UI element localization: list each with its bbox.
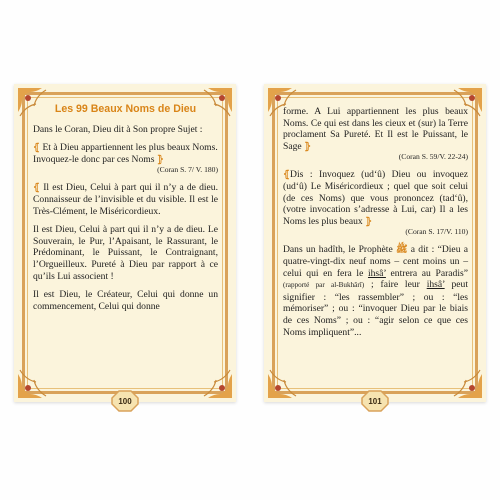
quran-quote <box>33 142 218 175</box>
quote-text: Il est Dieu, Celui à part qui il n’y a de dieu. Connaisseur de l’invisible et du visible. Il est le Très-Clément, le Miséricordieux. <box>33 182 218 217</box>
page-title: Les 99 Beaux Noms de Dieu <box>54 103 197 115</box>
quote-close-bracket: ⦄ <box>365 215 373 227</box>
quote-close-bracket: ⦄ <box>304 140 312 152</box>
quote-text: forme. A Lui appartiennent les plus beaux Noms. Ce qui est dans les cieux et (sur) la Terre proclament Sa Pureté. Et Il est le Puissant, le Sage <box>283 106 468 152</box>
hadith-text: Dans un hadîth, le Prophète <box>283 244 396 256</box>
right-page-text <box>283 106 468 345</box>
intro-paragraph: Dans le Coran, Dieu dit à Son propre Sujet : <box>33 123 203 135</box>
ihsa-term: ihsâ’ <box>367 267 386 279</box>
salutation-glyph: ﷺ <box>395 244 408 256</box>
quran-quote-continued <box>283 106 468 162</box>
quote-reference: (Coran S. 17/V. 110) <box>405 227 468 237</box>
page-number-badge <box>361 390 389 412</box>
quote-open-bracket: ⦃ <box>33 182 41 194</box>
ihsa-term: ihsâ’ <box>426 279 445 291</box>
arabesque-corner-icon <box>266 366 300 400</box>
page-number: 101 <box>368 396 382 406</box>
body-paragraph: Il est Dieu, Celui à part qui il n’y a de dieu. Le Souverain, le Pur, l’Apaisant, le Rassurant, le Prédominant, le Puissant, le Contraignant, l’Orgueilleux. Pureté à Dieu par rapport à ce qu’ils Lui associent ! <box>33 224 218 282</box>
quran-quote <box>283 169 468 237</box>
hadith-text: peut signifier : “les rassembler” ; ou : “les mémoriser” ; ou : “invoquer Dieu par le biais de ces Noms” ; ou : “agir selon ce que ces Noms impliquent”... <box>283 279 468 338</box>
left-page-text <box>33 104 218 319</box>
hadith-text: a dit : “Dieu a quatre-vingt-dix neuf noms – cent moins un – celui qui en fera le <box>283 244 468 279</box>
hadith-paragraph <box>283 244 468 338</box>
quote-text: Dis : Invoquez (ud‘û) Dieu ou invoquez (ud‘û) Le Miséricordieux ; quel que soit celui (de ces Noms) que vous prononcez (tad‘û), (votre invocation s’adresse à Lui, car) Il a les Noms les plus beaux <box>283 169 468 227</box>
quote-close-bracket: ⦄ <box>156 153 164 165</box>
quote-reference: (Coran S. 7/ V. 180) <box>157 165 218 175</box>
quote-text: Et à Dieu appartiennent les plus beaux Noms. Invoquez-le donc par ces Noms <box>33 142 218 165</box>
hadith-text: entrera au Paradis” <box>385 267 468 279</box>
left-page <box>14 84 236 406</box>
page-number-badge <box>111 390 139 412</box>
hadith-source: (rapporté par al-Bukhârî) <box>283 281 365 290</box>
quran-quote <box>33 182 218 217</box>
quote-open-bracket: ⦃ <box>283 169 291 181</box>
quote-open-bracket: ⦃ <box>33 142 41 154</box>
hadith-text: ; faire leur <box>364 279 427 291</box>
arabesque-corner-icon <box>450 366 484 400</box>
page-number: 100 <box>118 396 132 406</box>
body-paragraph: Il est Dieu, le Créateur, Celui qui donne un commencement, Celui qui donne <box>33 289 218 312</box>
quote-reference: (Coran S. 59/V. 22-24) <box>398 152 468 162</box>
arabesque-corner-icon <box>200 366 234 400</box>
right-page <box>264 84 486 406</box>
arabesque-corner-icon <box>16 366 50 400</box>
